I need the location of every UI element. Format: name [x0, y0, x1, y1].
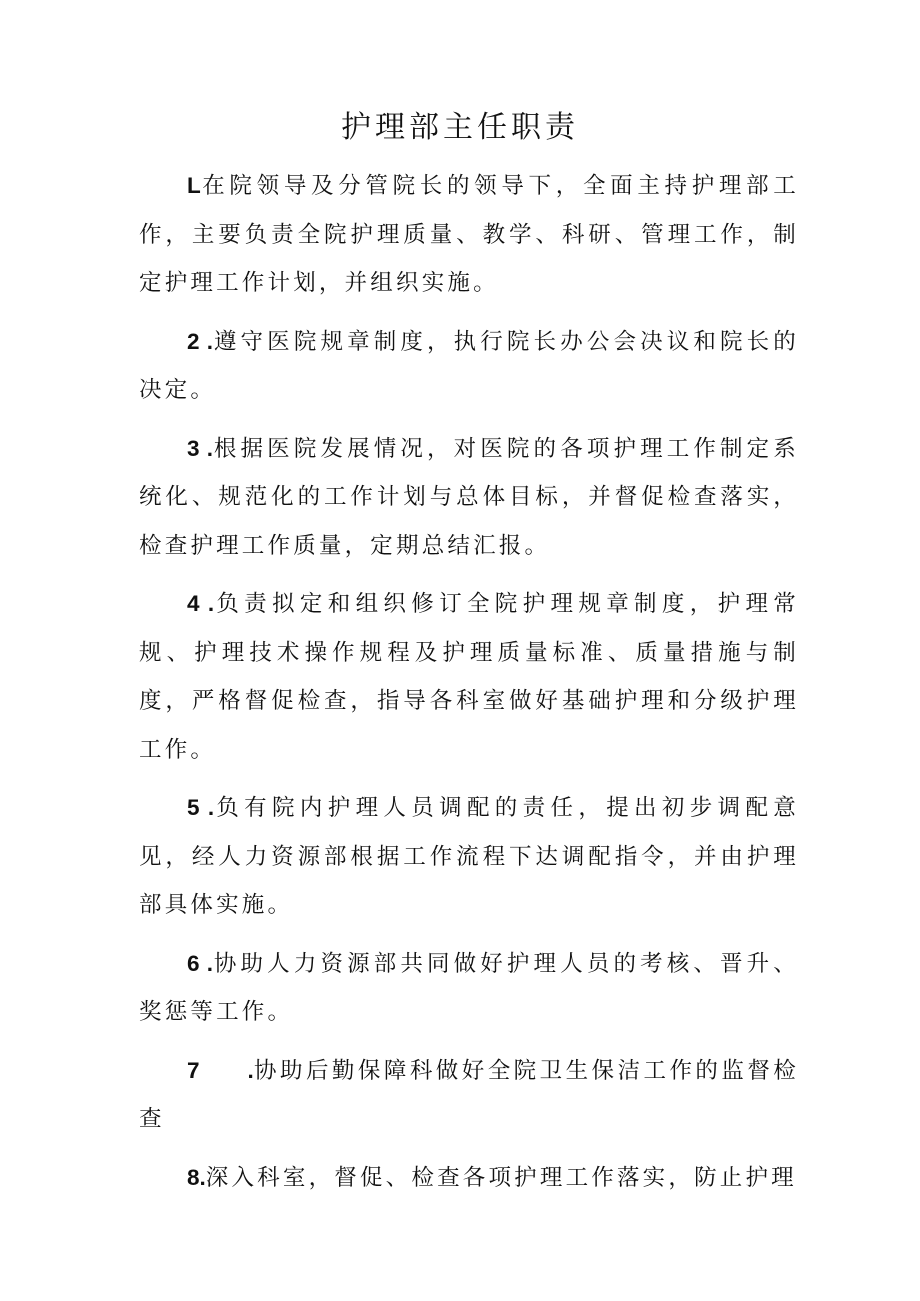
paragraph-text: 协助人力资源部共同做好护理人员的考核、晋升、奖惩等工作。 — [139, 950, 799, 1025]
paragraph-number: L — [187, 173, 201, 198]
paragraph-number: 8. — [187, 1164, 206, 1190]
paragraph-number: 7 — [187, 1057, 200, 1083]
paragraph-number: 4 . — [187, 591, 215, 616]
paragraph-number: 6 . — [187, 950, 213, 976]
paragraph-4 — [139, 580, 799, 774]
paragraph-6 — [139, 940, 799, 1037]
document-body — [139, 162, 799, 1212]
paragraph-number-dot: . — [247, 1057, 254, 1083]
paragraph-number: 5 . — [187, 795, 215, 820]
paragraph-text: 负责拟定和组织修订全院护理规章制度，护理常规、护理技术操作规程及护理质量标准、质量措施与制度，严格督促检查，指导各科室做好基础护理和分级护理工作。 — [139, 591, 799, 763]
paragraph-2 — [139, 318, 799, 415]
paragraph-8 — [139, 1154, 799, 1203]
paragraph-text: 负有院内护理人员调配的责任，提出初步调配意见，经人力资源部根据工作流程下达调配指令，并由护理部具体实施。 — [139, 795, 799, 918]
document-title: 护理部主任职责 — [341, 110, 579, 145]
paragraph-text: 根据医院发展情况，对医院的各项护理工作制定系统化、规范化的工作计划与总体目标，并督促检查落实，检查护理工作质量，定期总结汇报。 — [139, 435, 799, 559]
paragraph-7 — [139, 1047, 799, 1144]
paragraph-text: 遵守医院规章制度，执行院长办公会决议和院长的决定。 — [139, 328, 799, 403]
paragraph-3 — [139, 425, 799, 571]
paragraph-number: 2 . — [187, 328, 213, 354]
paragraph-5 — [139, 784, 799, 930]
paragraph-text: 协助后勤保障科做好全院卫生保洁工作的监督检查 — [139, 1057, 799, 1132]
paragraph-text: 深入科室，督促、检查各项护理工作落实，防止护理 — [205, 1164, 797, 1191]
paragraph-number: 3 . — [187, 435, 213, 461]
paragraph-text: 在院领导及分管院长的领导下，全面主持护理部工作，主要负责全院护理质量、教学、科研、管理工作，制定护理工作计划，并组织实施。 — [139, 173, 799, 296]
paragraph-1 — [139, 162, 799, 308]
